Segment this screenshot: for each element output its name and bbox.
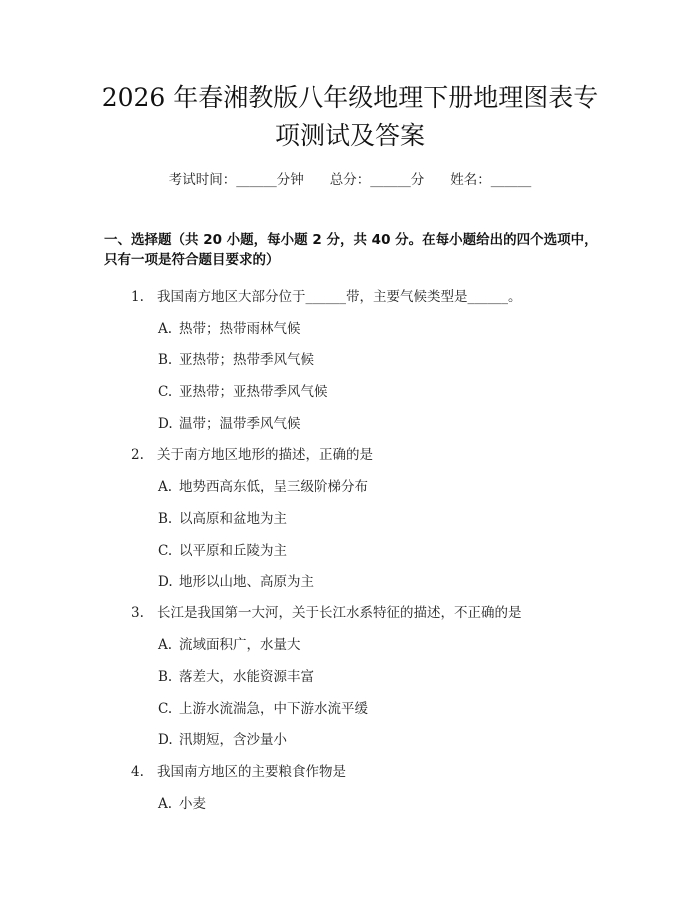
option-text: 以高原和盆地为主 <box>179 511 287 527</box>
question-text: 我国南方地区的主要粮食作物是 <box>157 764 346 780</box>
question-4-option-a <box>158 792 206 812</box>
question-number: 4. <box>131 764 144 780</box>
question-3-option-c <box>158 697 368 717</box>
option-text: 汛期短，含沙量小 <box>179 732 287 748</box>
option-text: 亚热带；热带季风气候 <box>179 352 314 368</box>
option-letter: D. <box>158 416 173 432</box>
section-heading-line-2: 只有一项是符合题目要求的） <box>104 252 280 268</box>
option-letter: A. <box>158 479 173 495</box>
question-3-option-d <box>158 728 287 748</box>
question-2 <box>131 443 373 463</box>
option-text: 上游水流湍急，中下游水流平缓 <box>179 701 368 717</box>
question-1-option-b <box>158 348 314 368</box>
exam-name: 姓名：______ <box>450 172 532 188</box>
exam-meta <box>0 168 700 188</box>
question-4 <box>131 760 346 780</box>
section-heading-line-1: 一、选择题（共 20 小题，每小题 2 分，共 40 分。在每小题给出的四个选项中， <box>104 232 598 248</box>
option-text: 亚热带；亚热带季风气候 <box>179 384 328 400</box>
question-1-option-a <box>158 317 301 337</box>
option-letter: B. <box>158 511 173 527</box>
question-text: 长江是我国第一大河，关于长江水系特征的描述，不正确的是 <box>157 605 522 621</box>
option-text: 以平原和丘陵为主 <box>179 543 287 559</box>
question-2-option-d <box>158 570 314 590</box>
option-letter: A. <box>158 637 173 653</box>
document-title-line-2: 项测试及答案 <box>274 121 425 150</box>
option-text: 小麦 <box>179 796 206 812</box>
question-2-option-c <box>158 539 287 559</box>
question-text: 关于南方地区地形的描述，正确的是 <box>157 447 373 463</box>
option-letter: A. <box>158 321 173 337</box>
option-text: 地势西高东低，呈三级阶梯分布 <box>179 479 368 495</box>
question-2-option-a <box>158 475 368 495</box>
question-text: 我国南方地区大部分位于______带，主要气候类型是______。 <box>157 289 522 305</box>
question-number: 2. <box>131 447 144 463</box>
question-1-option-c <box>158 380 328 400</box>
option-letter: B. <box>158 669 173 685</box>
question-number: 3. <box>131 605 144 621</box>
option-letter: C. <box>158 384 173 400</box>
option-letter: B. <box>158 352 173 368</box>
document-title-line-1: 2026 年春湘教版八年级地理下册地理图表专 <box>101 83 599 112</box>
exam-time: 考试时间：______分钟 <box>168 172 304 188</box>
question-1 <box>131 285 522 305</box>
option-letter: C. <box>158 701 173 717</box>
question-3 <box>131 601 522 621</box>
question-number: 1. <box>131 289 144 305</box>
option-text: 落差大，水能资源丰富 <box>179 669 314 685</box>
question-2-option-b <box>158 507 287 527</box>
option-letter: C. <box>158 543 173 559</box>
option-letter: A. <box>158 796 173 812</box>
option-letter: D. <box>158 574 173 590</box>
option-text: 热带；热带雨林气候 <box>179 321 301 337</box>
question-3-option-b <box>158 665 314 685</box>
exam-total-score: 总分：______分 <box>329 172 425 188</box>
question-3-option-a <box>158 633 301 653</box>
option-text: 流域面积广，水量大 <box>179 637 301 653</box>
option-text: 温带；温带季风气候 <box>179 416 301 432</box>
question-1-option-d <box>158 412 301 432</box>
option-letter: D. <box>158 732 173 748</box>
option-text: 地形以山地、高原为主 <box>179 574 314 590</box>
